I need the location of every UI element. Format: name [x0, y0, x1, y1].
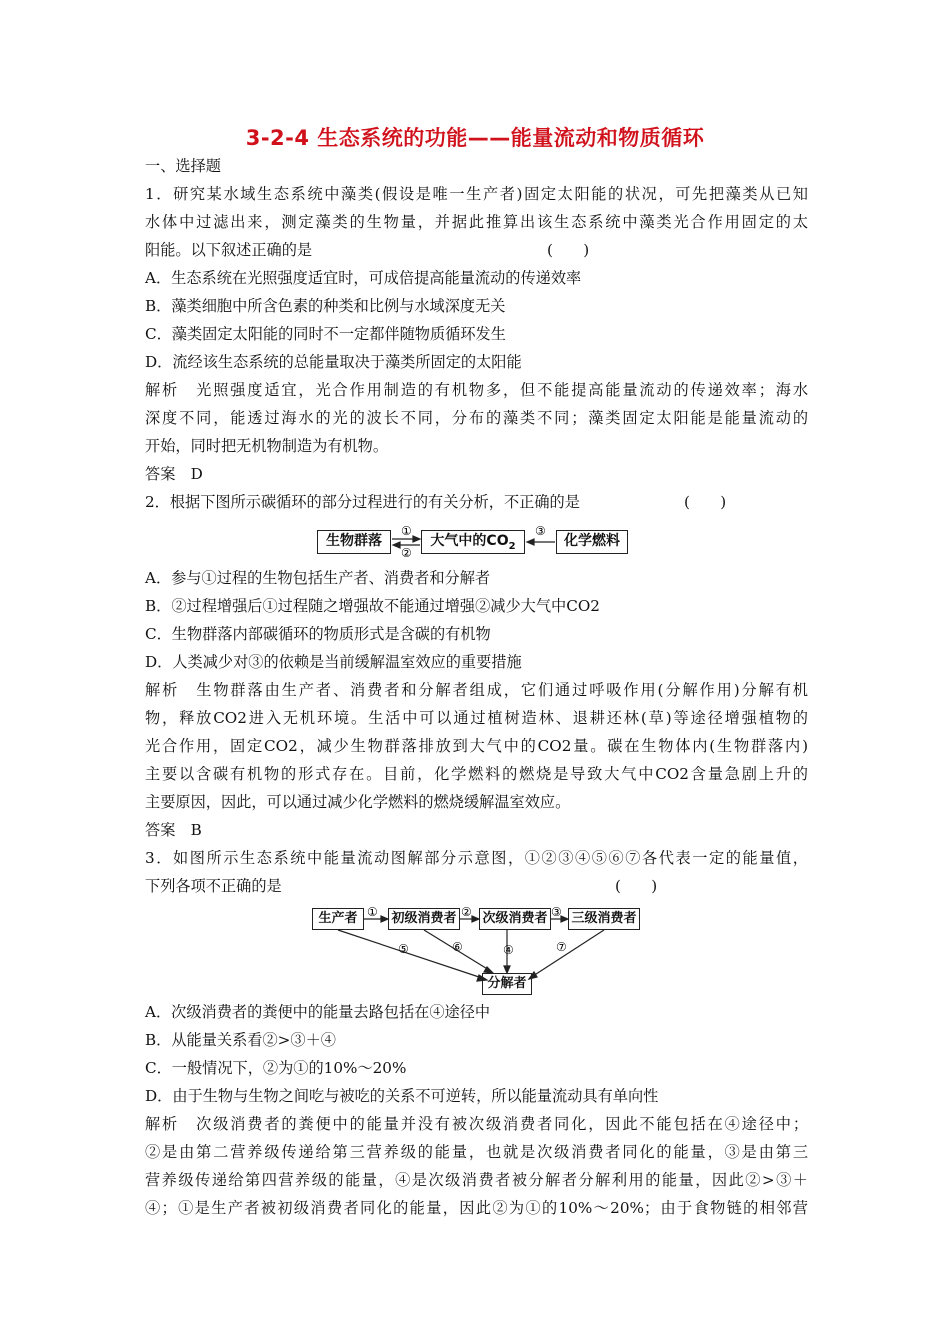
section-heading: 一、选择题 — [145, 157, 221, 175]
box-tertiary-consumer: 三级消费者 — [568, 908, 640, 930]
q1-option-c: C．藻类固定太阳能的同时不一定都伴随物质循环发生 — [145, 325, 506, 343]
label-1: ① — [401, 524, 412, 538]
q2-answer-blank: ( ) — [684, 493, 727, 511]
q1-analysis-line: 解析 光照强度适宜，光合作用制造的有机物多，但不能提高能量流动的传递效率；海水 — [145, 381, 808, 399]
label-3: ③ — [535, 524, 546, 538]
q2-analysis-line: 主要以含碳有机物的形式存在。目前，化学燃料的燃烧是导致大气中CO2含量急剧上升的 — [145, 765, 808, 783]
q1-option-b: B．藻类细胞中所含色素的种类和比例与水域深度无关 — [145, 297, 506, 315]
label-4: ④ — [503, 943, 514, 957]
q2-answer: 答案 B — [145, 821, 202, 839]
q1-stem-line: 水体中过滤出来，测定藻类的生物量，并据此推算出该生态系统中藻类光合作用固定的太 — [145, 213, 808, 231]
page-title: 3-2-4 生态系统的功能——能量流动和物质循环 — [245, 126, 705, 150]
q3-option-b: B．从能量关系看②>③＋④ — [145, 1031, 336, 1049]
arrow-7 — [533, 930, 604, 976]
q2-option-a: A．参与①过程的生物包括生产者、消费者和分解者 — [145, 569, 491, 587]
q2-option-b: B．②过程增强后①过程随之增强故不能通过增强②减少大气中CO2 — [145, 597, 600, 615]
q3-option-d: D．由于生物与生物之间吃与被吃的关系不可逆转，所以能量流动具有单向性 — [145, 1087, 659, 1105]
q1-stem-line: 1．研究某水域生态系统中藻类(假设是唯一生产者)固定太阳能的状况，可先把藻类从已知 — [145, 185, 808, 203]
box-fossil-fuel: 化学燃料 — [556, 530, 628, 554]
box-producer: 生产者 — [312, 908, 364, 930]
q1-stem-line: 阳能。以下叙述正确的是 — [145, 241, 313, 259]
q3-analysis-line: ②是由第二营养级传递给第三营养级的能量，也就是次级消费者同化的能量，③是由第三 — [145, 1143, 808, 1161]
q3-analysis-line: ④；①是生产者被初级消费者同化的能量，因此②为①的10%～20%；由于食物链的相邻营 — [145, 1199, 808, 1217]
label-3: ③ — [551, 905, 562, 919]
q1-option-d: D．流经该生态系统的总能量取决于藻类所固定的太阳能 — [145, 353, 522, 371]
label-6: ⑥ — [452, 940, 463, 954]
q2-analysis-line: 主要原因，因此，可以通过减少化学燃料的燃烧缓解温室效应。 — [145, 793, 571, 811]
q3-option-c: C．一般情况下，②为①的10%～20% — [145, 1059, 407, 1077]
label-2: ② — [461, 905, 472, 919]
q3-answer-blank: ( ) — [615, 877, 658, 895]
q2-analysis-line: 光合作用，固定CO2，减少生物群落排放到大气中的CO2量。碳在生物体内(生物群落内) — [145, 737, 808, 755]
co2-subscript: 2 — [508, 540, 516, 552]
q3-stem-line: 3．如图所示生态系统中能量流动图解部分示意图，①②③④⑤⑥⑦各代表一定的能量值， — [145, 849, 808, 867]
label-7: ⑦ — [556, 940, 567, 954]
q1-option-a: A．生态系统在光照强度适宜时，可成倍提高能量流动的传递效率 — [145, 269, 582, 287]
arrow-5 — [338, 930, 482, 978]
box-primary-consumer: 初级消费者 — [388, 908, 460, 930]
q2-stem: 2．根据下图所示碳循环的部分过程进行的有关分析，不正确的是 — [145, 493, 580, 511]
q1-answer: 答案 D — [145, 465, 203, 483]
q2-option-c: C．生物群落内部碳循环的物质形式是含碳的有机物 — [145, 625, 491, 643]
box-secondary-consumer: 次级消费者 — [479, 908, 551, 930]
box-biological-community: 生物群落 — [317, 530, 391, 554]
q3-option-a: A．次级消费者的粪便中的能量去路包括在④途径中 — [145, 1003, 491, 1021]
q1-analysis-line: 开始，同时把无机物制造为有机物。 — [145, 437, 388, 455]
box-decomposer: 分解者 — [482, 973, 532, 995]
q1-answer-blank: ( ) — [547, 241, 590, 259]
label-5: ⑤ — [398, 942, 409, 956]
q3-analysis-line: 营养级传递给第四营养级的能量，④是次级消费者被分解者分解利用的能量，因此②>③＋ — [145, 1171, 808, 1189]
q1-analysis-line: 深度不同，能透过海水的光的波长不同，分布的藻类不同；藻类固定太阳能是能量流动的 — [145, 409, 808, 427]
q3-analysis-line: 解析 次级消费者的粪便中的能量并没有被次级消费者同化，因此不能包括在④途径中； — [145, 1115, 808, 1133]
q2-analysis-line: 解析 生物群落由生产者、消费者和分解者组成，它们通过呼吸作用(分解作用)分解有机 — [145, 681, 808, 699]
q2-option-d: D．人类减少对③的依赖是当前缓解温室效应的重要措施 — [145, 653, 522, 671]
label-1: ① — [367, 905, 378, 919]
q2-analysis-line: 物，释放CO2进入无机环境。生活中可以通过植树造林、退耕还林(草)等途径增强植物的 — [145, 709, 808, 727]
label-2: ② — [401, 546, 412, 560]
q3-stem-line: 下列各项不正确的是 — [145, 877, 282, 895]
box-atmospheric-co2-label: 大气中的CO — [430, 533, 509, 549]
